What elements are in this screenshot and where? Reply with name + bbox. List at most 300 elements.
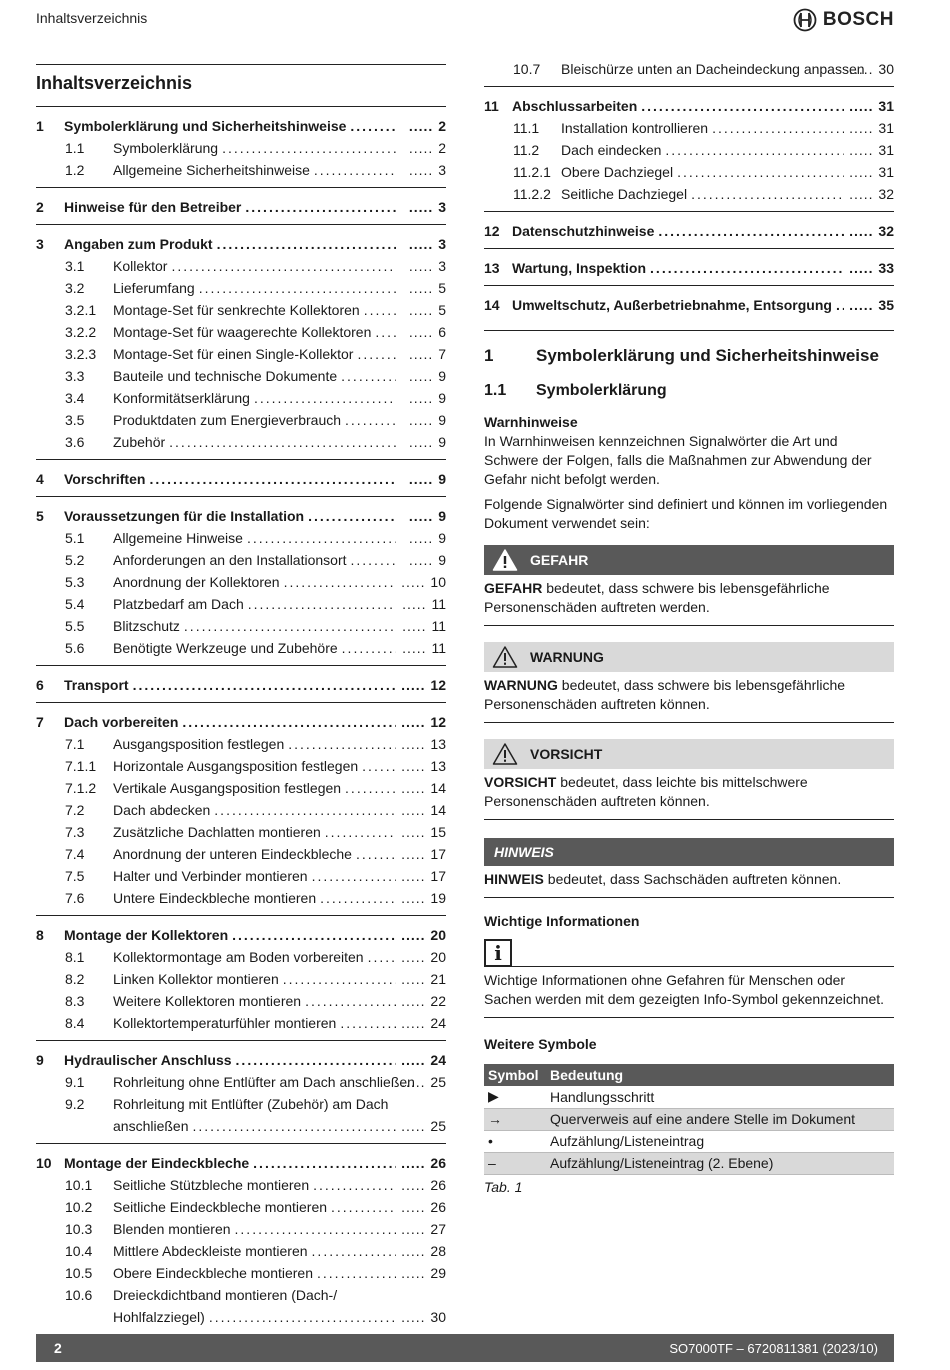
toc-leader-dots [314,159,396,181]
toc-leader-dots [665,139,844,161]
toc-label: Platzbedarf am Dach [113,596,244,612]
toc-number: 14 [484,297,500,313]
section-heading [484,346,894,366]
toc-number: 7 [36,714,44,730]
toc-sub-entry[interactable] [36,968,446,990]
table-cell: Handlungsschritt [546,1086,894,1108]
toc-entry-text [113,321,400,343]
warnung-notice [484,642,894,723]
toc-number: 11.2.2 [513,186,551,202]
warning-triangle-icon [492,548,518,572]
toc-chapter-entry[interactable] [36,1152,446,1174]
toc-sub-entry[interactable] [36,299,446,321]
toc-entry-text [113,571,400,593]
toc-label: Allgemeine Hinweise [113,530,243,546]
toc-number: 11.2 [513,142,540,158]
toc-sub-entry[interactable] [36,1284,446,1328]
toc-number: 10.2 [65,1199,93,1215]
toc-sub-entry[interactable] [36,615,446,637]
symbol-table-header [484,1064,894,1086]
toc-leader-dots [658,220,844,242]
toc-sub-entry[interactable] [36,990,446,1012]
toc-sub-entry[interactable] [36,1218,446,1240]
toc-chapter [36,1143,446,1334]
toc-sub-entry[interactable] [36,887,446,909]
toc-chapter [36,665,446,702]
toc-number: 9.2 [65,1096,85,1112]
toc-sub-entry[interactable] [36,733,446,755]
toc-leader-dots [182,711,396,733]
toc-leader-dots [331,1196,396,1218]
hinweis-description: bedeutet, dass Sachschäden auftreten können. [543,871,842,887]
toc-page-number: ..... 14 [400,777,446,799]
toc-number: 10.4 [65,1243,93,1259]
toc-sub-entry[interactable] [36,431,446,453]
toc-label: Datenschutzhinweise [512,223,655,239]
toc-leader-dots [149,468,396,490]
arrow-right-icon: ▶ [484,1086,546,1108]
toc-label: Montage-Set für einen Single-Kollektor [113,346,354,362]
toc-entry-text [113,1284,400,1328]
toc-number: 1.1 [65,140,85,156]
toc-entry-text [113,277,400,299]
toc-leader-dots [253,1152,396,1174]
table-row [484,1130,894,1152]
toc-entry-text [64,711,400,733]
toc-label: Montage-Set für senkrechte Kollektoren [113,302,360,318]
toc-entry-text [64,674,400,696]
info-text: Wichtige Informationen ohne Gefahren für Menschen oder Sachen werden mit dem gezeigten Info-Symbol gekennzeichnet. [484,967,894,1018]
toc-page-number: ..... 7 [400,343,446,365]
toc-chapter-entry[interactable] [36,1049,446,1071]
toc-number: 7.3 [65,824,85,840]
toc-page-number: ..... 9 [400,549,446,571]
toc-sub-entry[interactable] [36,865,446,887]
toc-label: Seitliche Dachziegel [561,186,688,202]
toc-number: 2 [36,199,44,215]
toc-number: 7.1 [65,736,85,752]
toc-sub-entry[interactable] [36,387,446,409]
toc-sub-entry[interactable] [36,255,446,277]
vorsicht-notice [484,739,894,820]
toc-label: Benötigte Werkzeuge und Zubehöre [113,640,338,656]
toc-number: 10.6 [65,1287,93,1303]
toc-label: Anforderungen an den Installationsort [113,552,347,568]
toc-page-number: ..... 29 [400,1262,446,1284]
toc-number: 13 [484,260,500,276]
toc-entry-text [64,1152,400,1174]
toc-leader-dots [169,431,396,453]
toc-sub-entry[interactable] [484,117,894,139]
vorsicht-bar [484,739,894,769]
symbol-table [484,1064,894,1175]
toc-list-left [36,106,446,1334]
toc-number: 7.1.1 [65,758,97,774]
toc-number: 8 [36,927,44,943]
toc-entry-text [561,58,865,80]
toc-number: 4 [36,471,44,487]
gefahr-text [484,575,894,626]
warnhinweise-block [484,414,894,533]
toc-label: Zubehör [113,434,166,450]
toc-sub-entry[interactable] [36,137,446,159]
toc-sub-entry[interactable] [36,821,446,843]
toc-entry-text [561,161,848,183]
symbol-column-header: Symbol [484,1064,546,1086]
info-icon: i [484,939,512,967]
toc-page-number: ..... 11 [400,637,446,659]
toc-sub-entry[interactable] [36,1071,446,1093]
toc-number: 3.2.1 [65,302,97,318]
toc-entry-text [113,777,400,799]
toc-label: Blitzschutz [113,618,180,634]
toc-entry-text [113,255,400,277]
toc-sub-entry[interactable] [484,139,894,161]
toc-entry-text [113,1093,400,1137]
toc-leader-dots [312,865,396,887]
table-row [484,1086,894,1108]
toc-chapter-entry[interactable] [36,468,446,490]
table-caption: Tab. 1 [484,1178,523,1195]
toc-sub-entry[interactable] [36,321,446,343]
toc-number: 11 [484,98,499,114]
vorsicht-signal-word: VORSICHT [484,774,557,790]
toc-label: Dreieckdichtband montieren (Dach-/ [113,1287,338,1303]
toc-list-right [484,86,894,322]
toc-leader-dots [368,946,396,968]
warnhinweise-paragraph-2: Folgende Signalwörter sind definiert und können im vorliegenden Dokument verwendet sein: [484,496,888,531]
toc-entry-text [113,159,400,181]
bullet-icon: • [484,1130,546,1152]
warnung-bar [484,642,894,672]
toc-label: Mittlere Abdeckleiste montieren [113,1243,308,1259]
toc-number: 7.1.2 [65,780,97,796]
toc-leader-dots [312,1240,396,1262]
toc-label: Bleischürze unten an Dacheindeckung anpassen [561,61,865,77]
toc-label: Rohrleitung mit Entlüfter (Zubehör) am Dach [113,1096,389,1112]
info-icon-rule [512,966,894,967]
toc-page-number: ..... 2 [400,137,446,159]
toc-sub-entry[interactable] [36,1012,446,1034]
toc-leader-dots [345,777,396,799]
toc-sub-entry[interactable] [36,1262,446,1284]
toc-number: 3.5 [65,412,85,428]
toc-label: Kollektortemperaturfühler montieren [113,1015,337,1031]
vorsicht-label: VORSICHT [530,746,603,762]
toc-entry-text [113,990,400,1012]
more-symbols-heading: Weitere Symbole [484,1036,597,1052]
toc-entry-text [113,343,400,365]
toc-number: 1.2 [65,162,85,178]
toc-number: 8.3 [65,993,85,1009]
toc-chapter-entry[interactable] [36,711,446,733]
toc-page-number: ..... 24 [400,1012,446,1034]
toc-page-number: ..... 9 [400,527,446,549]
toc-entry-text [64,468,400,490]
toc-sub-entry[interactable] [36,946,446,968]
toc-number: 3 [36,236,44,252]
toc-chapter-entry[interactable] [484,294,894,316]
toc-leader-dots [691,183,844,205]
toc-number: 5.5 [65,618,85,634]
toc-label: Montage-Set für waagerechte Kollektoren [113,324,372,340]
toc-sub-entry[interactable] [36,159,446,181]
toc-page-number: ..... 13 [400,755,446,777]
toc-leader-dots [342,637,396,659]
warning-triangle-icon [492,645,518,669]
toc-sub-entry[interactable] [36,843,446,865]
toc-page-number: ..... 5 [400,277,446,299]
toc-label: Seitliche Stützbleche montieren [113,1177,310,1193]
toc-entry-text [113,865,400,887]
toc-entry-text [113,593,400,615]
toc-number: 5.1 [65,530,85,546]
toc-sub-entry[interactable] [36,1240,446,1262]
toc-entry-text [113,946,400,968]
toc-number: 10 [36,1155,52,1171]
toc-page-number: ..... 26 [400,1174,446,1196]
toc-page-number: ..... 31 [848,117,894,139]
toc-number: 10.7 [513,61,541,77]
toc-chapter-entry[interactable] [484,220,894,242]
toc-page-number: ..... 9 [400,387,446,409]
brand-name: BOSCH [822,9,894,30]
toc-chapter [36,496,446,665]
toc-label: Dach vorbereiten [64,714,179,730]
warning-triangle-icon [492,742,518,766]
toc-leader-dots [305,990,396,1012]
subsection-title: Symbolerklärung [536,382,667,399]
toc-entry-text [561,117,848,139]
toc-chapter-entry[interactable] [484,95,894,117]
info-block [484,913,894,1018]
toc-number: 11.2.1 [513,164,551,180]
toc-leader-dots [284,571,396,593]
info-icon-row [484,939,894,967]
toc-entry-text [113,365,400,387]
toc-page-number: ..... 26 [400,1152,446,1174]
toc-chapter-entry[interactable] [36,674,446,696]
toc-page-number: ..... 19 [400,887,446,909]
toc-label: Symbolerklärung und Sicherheitshinweise [64,118,347,134]
toc-leader-dots [184,615,396,637]
toc-page-number: ..... 11 [400,593,446,615]
toc-chapter-entry[interactable] [36,196,446,218]
warnung-text [484,672,894,723]
toc-sub-entry[interactable] [36,593,446,615]
toc-sub-entry[interactable] [484,161,894,183]
toc-label-line-2 [113,1115,400,1137]
toc-entry-text [113,615,400,637]
toc-label: Kollektor [113,258,168,274]
toc-number: 11.1 [513,120,540,136]
toc-entry-text [113,755,400,777]
toc-label: Obere Dachziegel [561,164,674,180]
toc-page-number: ..... 3 [400,196,446,218]
hinweis-bar: HINWEIS [484,838,894,866]
toc-leader-dots [222,137,396,159]
toc-leader-dots [350,115,396,137]
toc-leader-dots [313,1174,396,1196]
toc-label: Transport [64,677,129,693]
toc-chapter-entry[interactable] [36,505,446,527]
toc-entry-text [113,137,400,159]
toc-label: Hydraulischer Anschluss [64,1052,232,1068]
toc-leader-dots [362,755,396,777]
toc-chapter-entry[interactable] [484,257,894,279]
toc-label: Dach eindecken [561,142,662,158]
toc-entry-text [113,1262,400,1284]
toc-page-number: ..... 31 [848,139,894,161]
toc-sub-entry[interactable] [36,365,446,387]
toc-page-number: ..... 9 [400,409,446,431]
toc-page-number: ..... 10 [400,571,446,593]
toc-entry-text [113,387,400,409]
toc-leader-dots [325,821,396,843]
table-cell: Querverweis auf eine andere Stelle im Dokument [546,1108,894,1130]
toc-label-continued: anschließen [113,1118,189,1134]
toc-entry-text [113,821,400,843]
warnhinweise-heading: Warnhinweise [484,414,578,430]
toc-leader-dots [245,196,396,218]
toc-entry-text [64,924,400,946]
toc-label: Allgemeine Sicherheitshinweise [113,162,310,178]
toc-number: 10.1 [65,1177,93,1193]
toc-page-number: ..... 12 [400,674,446,696]
gefahr-bar [484,545,894,575]
toc-sub-entry[interactable] [36,755,446,777]
toc-chapter-entry[interactable] [36,233,446,255]
toc-entry-text [561,139,848,161]
toc-entry-text [64,505,400,527]
toc-sub-entry[interactable] [36,1174,446,1196]
toc-sub-entry[interactable] [484,183,894,205]
toc-number: 7.4 [65,846,85,862]
section-title: Symbolerklärung und Sicherheitshinweise [536,346,879,365]
toc-label: Symbolerklärung [113,140,219,156]
toc-page-number: ..... 25 [400,1071,446,1093]
gefahr-label: GEFAHR [530,552,589,568]
toc-entry-text [113,1012,400,1034]
toc-entry-text [512,294,848,316]
toc-entry-text [64,1049,400,1071]
toc-number: 3.6 [65,434,85,450]
toc-page-number: ..... 22 [400,990,446,1012]
toc-leader-dots [320,887,396,909]
toc-page-number: ..... 35 [848,294,894,316]
toc-label: Zusätzliche Dachlatten montieren [113,824,321,840]
toc-number: 5.6 [65,640,85,656]
toc-entry-text [113,1196,400,1218]
toc-page-number: ..... 9 [400,468,446,490]
toc-label: Anordnung der unteren Eindeckbleche [113,846,352,862]
page-footer [36,1334,894,1362]
toc-label-continued: Hohlfalzziegel) [113,1309,205,1325]
subsection-heading [484,382,894,400]
toc-entry-text [113,527,400,549]
toc-page-number: ..... 21 [400,968,446,990]
warnhinweise-paragraph-1: In Warnhinweisen kennzeichnen Signalwörter die Art und Schwere der Folgen, falls die Maßnahmen zur Abwendung der Gefahr nicht befolgt werden. [484,433,872,487]
document-id: SO7000TF – 6720811381 (2023/10) [669,1340,878,1356]
toc-entry-text [113,887,400,909]
hinweis-text [484,866,894,898]
toc-number: 3.1 [65,258,85,274]
toc-sub-entry[interactable] [36,549,446,571]
toc-leader-dots [340,1012,396,1034]
toc-page-number: ..... 14 [400,799,446,821]
toc-label-line-2 [113,1306,400,1328]
toc-page-number: ..... 3 [400,233,446,255]
vorsicht-text [484,769,894,820]
toc-sub-entry[interactable] [36,343,446,365]
toc-sub-entry[interactable] [484,58,894,80]
toc-page-number: ..... 20 [400,924,446,946]
toc-leader-dots [193,1115,397,1137]
toc-leader-dots [308,505,396,527]
toc-leader-dots [254,387,396,409]
toc-page-number: ..... 13 [400,733,446,755]
toc-sub-entry[interactable] [36,527,446,549]
toc-label: Obere Eindeckbleche montieren [113,1265,314,1281]
toc-label: Umweltschutz, Außerbetriebnahme, Entsorgung [512,297,832,313]
hinweis-notice [484,838,894,898]
toc-label: Voraussetzungen für die Installation [64,508,305,524]
toc-entry-text [64,115,400,137]
toc-sub-entry[interactable] [36,777,446,799]
toc-chapter [36,702,446,915]
vorsicht-description: bedeutet, dass leichte bis mittelschwere Personenschäden auftreten können. [484,774,808,809]
toc-sub-entry[interactable] [36,409,446,431]
toc-entry-text [561,183,848,205]
toc-label: Weitere Kollektoren montieren [113,993,302,1009]
toc-sub-entry[interactable] [36,277,446,299]
toc-label: Abschlussarbeiten [512,98,638,114]
toc-leader-dots [356,843,396,865]
toc-page-number: ..... 6 [400,321,446,343]
toc-number: 7.5 [65,868,85,884]
toc-number: 6 [36,677,44,693]
toc-number: 3.3 [65,368,85,384]
toc-label: Produktdaten zum Energieverbrauch [113,412,342,428]
toc-chapter [36,1040,446,1143]
toc-chapter [36,224,446,459]
toc-sub-entry[interactable] [36,571,446,593]
toc-entry-text [113,1174,400,1196]
toc-number: 3.2 [65,280,85,296]
toc-label: Kollektormontage am Boden vorbereiten [113,949,364,965]
toc-label: Linken Kollektor montieren [113,971,279,987]
toc-chapter-entry[interactable] [36,115,446,137]
toc-label: Horizontale Ausgangsposition festlegen [113,758,359,774]
toc-number: 3.2.2 [65,324,97,340]
toc-sub-entry[interactable] [36,637,446,659]
toc-page-number: ..... 25 [400,1115,446,1137]
toc-page-number: ..... 2 [400,115,446,137]
toc-sub-entry[interactable] [36,1196,446,1218]
warnung-signal-word: WARNUNG [484,677,558,693]
toc-sub-entry[interactable] [36,799,446,821]
toc-leader-dots [341,365,396,387]
toc-leader-dots [248,593,396,615]
toc-sub-entry[interactable] [36,1093,446,1137]
toc-leader-dots [677,161,844,183]
toc-leader-dots [364,299,396,321]
toc-chapter-entry[interactable] [36,924,446,946]
toc-label: Bauteile und technische Dokumente [113,368,338,384]
toc-entry-text [113,733,400,755]
more-symbols-block [484,1036,894,1195]
toc-page-number: ..... 12 [400,711,446,733]
